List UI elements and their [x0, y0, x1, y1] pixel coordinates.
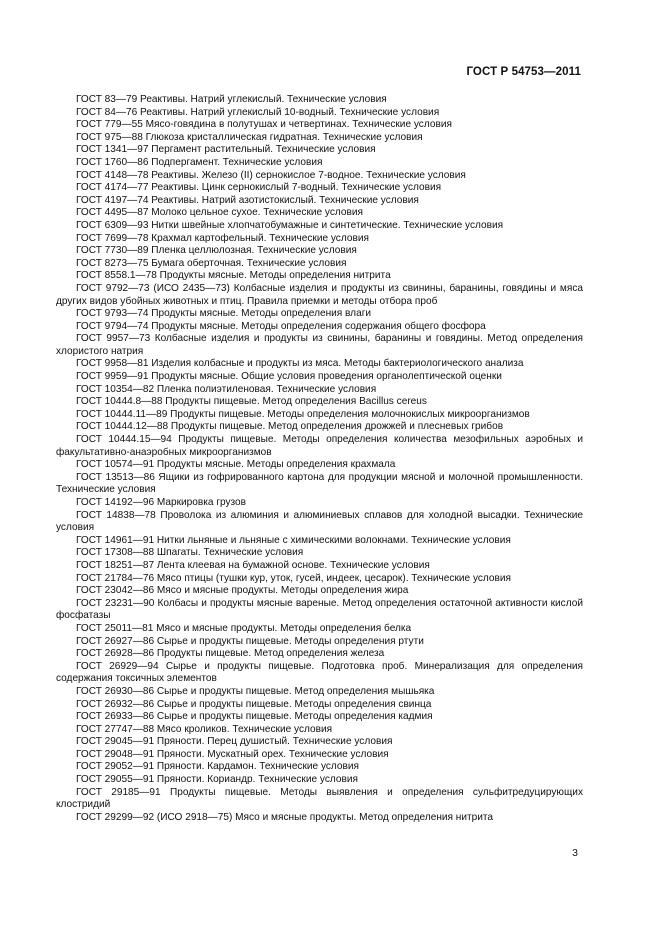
- reference-entry: ГОСТ 4495—87 Молоко цельное сухое. Технические условия: [76, 207, 364, 219]
- reference-entry: ГОСТ 6309—93 Нитки швейные хлопчатобумажные и синтетические. Технические условия: [76, 219, 504, 231]
- reference-entry: ГОСТ 10444.12—88 Продукты пищевые. Метод определения дрожжей и плесневых грибов: [76, 421, 504, 433]
- reference-entry: ГОСТ 29299—92 (ИСО 2918—75) Мясо и мясные продукты. Метод определения нитрита: [76, 811, 494, 823]
- reference-entry: ГОСТ 9959—91 Продукты мясные. Общие условия проведения органолептической оценки: [76, 371, 502, 383]
- page-number: 3: [572, 847, 578, 859]
- reference-entry: ГОСТ 10444.8—88 Продукты пищевые. Метод определения Bacillus cereus: [76, 396, 427, 408]
- reference-entry: ГОСТ 975—88 Глюкоза кристаллическая гидратная. Технические условия: [76, 131, 423, 143]
- reference-entry: ГОСТ 9794—74 Продукты мясные. Методы определения содержания общего фосфора: [76, 320, 486, 332]
- reference-entry: ГОСТ 10444.11—89 Продукты пищевые. Методы определения молочнокислых микроорганизмов: [76, 408, 530, 420]
- reference-entry: ГОСТ 9792—73 (ИСО 2435—73) Колбасные изделия и продукты из свинины, баранины, говядины и мяса других видов убойных животных и птиц. Правила приемки и методы отбора проб: [56, 282, 583, 307]
- reference-entry: ГОСТ 83—79 Реактивы. Натрий углекислый. Технические условия: [76, 94, 387, 105]
- reference-entry: ГОСТ 10444.15—94 Продукты пищевые. Методы определения количества мезофильных аэробных и факультативно-анаэробных микроорганизмов: [56, 434, 583, 458]
- normative-references-list: [56, 94, 583, 824]
- reference-entry: ГОСТ 8273—75 Бумага оберточная. Технические условия: [76, 257, 347, 269]
- reference-entry: ГОСТ 29055—91 Пряности. Кориандр. Технические условия: [76, 774, 358, 786]
- reference-entry: ГОСТ 1760—86 Подпергамент. Технические условия: [76, 156, 323, 168]
- reference-entry: ГОСТ 17308—88 Шпагаты. Технические условия: [76, 547, 304, 559]
- reference-entry: ГОСТ 26930—86 Сырье и продукты пищевые. Метод определения мышьяка: [76, 685, 435, 697]
- reference-entry: ГОСТ 23042—86 Мясо и мясные продукты. Методы определения жира: [76, 585, 409, 597]
- reference-entry: ГОСТ 4197—74 Реактивы. Натрий азотистокислый. Технические условия: [76, 194, 419, 206]
- reference-entry: ГОСТ 25011—81 Мясо и мясные продукты. Методы определения белка: [76, 622, 412, 634]
- reference-entry: ГОСТ 29045—91 Пряности. Перец душистый. Технические условия: [76, 736, 393, 748]
- reference-entry: ГОСТ 27747—88 Мясо кроликов. Технические условия: [76, 723, 333, 735]
- reference-entry: ГОСТ 10574—91 Продукты мясные. Методы определения крахмала: [76, 459, 396, 471]
- reference-entry: ГОСТ 7699—78 Крахмал картофельный. Технические условия: [76, 232, 369, 244]
- reference-entry: ГОСТ 8558.1—78 Продукты мясные. Методы определения нитрита: [76, 270, 391, 282]
- reference-entry: ГОСТ 14838—78 Проволока из алюминия и алюминиевых сплавов для холодной высадки. Технические условия: [56, 509, 583, 534]
- reference-entry: ГОСТ 13513—86 Ящики из гофрированного картона для продукции мясной и молочной промышленности. Технические условия: [56, 471, 583, 496]
- reference-entry: ГОСТ 29185—91 Продукты пищевые. Методы выявления и определения сульфитредуцирующих клостридий: [56, 786, 583, 811]
- reference-entry: ГОСТ 21784—76 Мясо птицы (тушки кур, уток, гусей, индеек, цесарок). Технические условия: [76, 572, 512, 584]
- reference-entry: ГОСТ 7730—89 Пленка целлюлозная. Технические условия: [76, 245, 357, 257]
- reference-entry: ГОСТ 4174—77 Реактивы. Цинк сернокислый 7-водный. Технические условия: [76, 182, 442, 194]
- reference-entry: ГОСТ 4148—78 Реактивы. Железо (II) сернокислое 7-водное. Технические условия: [76, 169, 466, 181]
- reference-entry: ГОСТ 18251—87 Лента клеевая на бумажной основе. Технические условия: [76, 559, 430, 571]
- reference-entry: ГОСТ 9957—73 Колбасные изделия и продукты из свинины, баранины и говядины. Метод определения хлористого натрия: [56, 333, 583, 357]
- reference-entry: ГОСТ 10354—82 Пленка полиэтиленовая. Технические условия: [76, 383, 377, 395]
- reference-entry: ГОСТ 26933—86 Сырье и продукты пищевые. Методы определения кадмия: [76, 711, 433, 723]
- reference-entry: ГОСТ 26932—86 Сырье и продукты пищевые. Методы определения свинца: [76, 698, 432, 710]
- reference-entry: ГОСТ 84—76 Реактивы. Натрий углекислый 10-водный. Технические условия: [76, 106, 440, 118]
- reference-entry: ГОСТ 26928—86 Продукты пищевые. Метод определения железа: [76, 648, 385, 660]
- page-header: ГОСТ Р 54753—2011: [466, 66, 581, 78]
- reference-entry: ГОСТ 26927—86 Сырье и продукты пищевые. Методы определения ртути: [76, 635, 424, 647]
- reference-entry: ГОСТ 14961—91 Нитки льняные и льняные с химическими волокнами. Технические условия: [76, 534, 511, 546]
- reference-entry: ГОСТ 14192—96 Маркировка грузов: [76, 497, 247, 508]
- reference-entry: ГОСТ 779—55 Мясо-говядина в полутушах и четвертинах. Технические условия: [76, 119, 452, 131]
- reference-entry: ГОСТ 23231—90 Колбасы и продукты мясные вареные. Метод определения остаточной активности кислой фосфатазы: [56, 597, 583, 622]
- reference-entry: ГОСТ 9958—81 Изделия колбасные и продукты из мяса. Методы бактериологического анализа: [76, 358, 524, 370]
- reference-entry: ГОСТ 9793—74 Продукты мясные. Методы определения влаги: [76, 308, 372, 320]
- reference-entry: ГОСТ 26929—94 Сырье и продукты пищевые. Подготовка проб. Минерализация для определения содержания токсичных элементов: [56, 660, 583, 685]
- reference-entry: ГОСТ 29048—91 Пряности. Мускатный орех. Технические условия: [76, 748, 389, 760]
- reference-entry: ГОСТ 29052—91 Пряности. Кардамон. Технические условия: [76, 761, 360, 773]
- reference-entry: ГОСТ 1341—97 Пергамент растительный. Технические условия: [76, 144, 376, 156]
